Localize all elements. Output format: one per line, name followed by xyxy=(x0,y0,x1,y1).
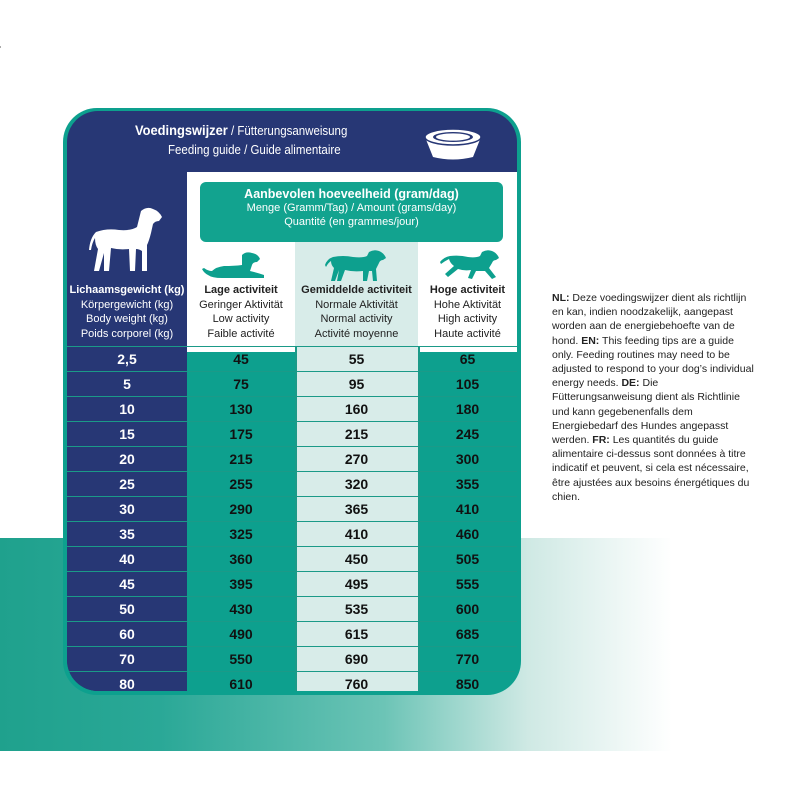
feeding-note xyxy=(552,291,757,504)
high-activity-header xyxy=(418,283,517,341)
low-amount-cell: 490 xyxy=(229,626,253,642)
high-amount-cell: 410 xyxy=(455,501,480,517)
weight-header-fr: Poids corporel (kg) xyxy=(80,327,174,340)
weight-cell: 10 xyxy=(67,397,187,422)
edge-mark xyxy=(0,46,1,48)
table-row xyxy=(67,571,517,596)
feeding-guide-card xyxy=(67,111,517,691)
note-en-label: EN: xyxy=(581,334,600,347)
high-amount-cell: 850 xyxy=(455,676,480,691)
normal-amount-cell: 160 xyxy=(344,401,369,417)
low-amount-cell: 610 xyxy=(229,676,253,691)
high-amount-cell: 105 xyxy=(455,376,480,392)
column-divider xyxy=(295,346,297,691)
high-amount-cell: 505 xyxy=(455,551,480,567)
high-header-en: High activity xyxy=(437,313,498,325)
high-amount-cell: 685 xyxy=(455,626,480,642)
weight-cell: 40 xyxy=(67,547,187,572)
amount-banner-line1: Aanbevolen hoeveelheid (gram/dag) xyxy=(244,187,459,201)
weight-cell: 60 xyxy=(67,622,187,647)
weight-cell: 50 xyxy=(67,597,187,622)
table-row xyxy=(67,371,517,396)
normal-amount-cell: 760 xyxy=(344,676,369,691)
high-amount-cell: 245 xyxy=(455,426,480,442)
low-amount-cell: 395 xyxy=(229,576,253,592)
table-row xyxy=(67,471,517,496)
column-divider xyxy=(418,346,420,691)
normal-header-en: Normal activity xyxy=(320,313,393,325)
low-amount-cell: 45 xyxy=(233,351,249,367)
normal-amount-cell: 690 xyxy=(344,651,369,667)
high-amount-cell: 65 xyxy=(459,351,476,367)
amount-banner xyxy=(200,182,503,242)
table-row xyxy=(67,621,517,646)
amount-banner-line2: Menge (Gramm/Tag) / Amount (grams/day) xyxy=(246,202,457,214)
weight-cell: 80 xyxy=(67,672,187,691)
weight-cell: 5 xyxy=(67,372,187,397)
high-header-fr: Haute activité xyxy=(434,327,501,340)
low-amount-cell: 550 xyxy=(229,651,253,667)
high-amount-cell: 300 xyxy=(455,451,480,467)
note-nl-text: Deze voedingswijzer dient als richtlijn en kan, indien noodzakelijk, aangepast worden aan de energiebehoefte van de hond. xyxy=(552,292,747,347)
low-header-nl: Lage activiteit xyxy=(204,284,278,296)
note-fr-text: Les quantités du guide alimentaire ci-dessus sont données à titre indicatif et peuvent, si cela est nécessaire, être ajustées aux besoins énergétiques du chien. xyxy=(552,434,750,503)
weight-cell: 25 xyxy=(67,472,187,497)
weight-cell: 30 xyxy=(67,497,187,522)
high-amount-cell: 555 xyxy=(455,576,480,592)
note-en-text: This feeding tips are a guide only. Feeding routines may need to be adjusted to respond to your dog’s individual energy needs. xyxy=(552,334,754,390)
food-bowl-icon xyxy=(421,123,485,163)
high-header-de: Hohe Aktivität xyxy=(433,298,502,311)
normal-amount-cell: 615 xyxy=(344,626,369,642)
table-row xyxy=(67,596,517,621)
guide-title xyxy=(135,122,347,138)
high-amount-cell: 355 xyxy=(455,476,480,492)
normal-amount-cell: 535 xyxy=(344,601,369,617)
walking-dog-icon xyxy=(325,249,387,283)
guide-title-sub: / Fütterungsanweisung xyxy=(227,124,348,138)
weight-cell: 70 xyxy=(67,647,187,672)
table-row xyxy=(67,421,517,446)
table-row xyxy=(67,671,517,691)
low-amount-cell: 255 xyxy=(229,476,253,492)
weight-column-header xyxy=(67,283,187,341)
normal-activity-header xyxy=(295,283,418,341)
weight-cell: 35 xyxy=(67,522,187,547)
table-row xyxy=(67,396,517,421)
table-row xyxy=(67,346,517,371)
weight-header-nl: Lichaamsgewicht (kg) xyxy=(69,284,185,296)
low-amount-cell: 430 xyxy=(229,601,253,617)
low-activity-header xyxy=(187,283,295,341)
normal-header-de: Normale Aktivität xyxy=(315,298,398,311)
low-header-de: Geringer Aktivität xyxy=(199,298,283,311)
low-amount-cell: 75 xyxy=(233,376,249,392)
table-row xyxy=(67,521,517,546)
weight-cell: 45 xyxy=(67,572,187,597)
low-amount-cell: 215 xyxy=(229,451,253,467)
low-amount-cell: 290 xyxy=(229,501,253,517)
note-nl-label: NL: xyxy=(552,292,570,304)
normal-amount-cell: 270 xyxy=(344,451,369,467)
table-row xyxy=(67,496,517,521)
low-amount-cell: 175 xyxy=(229,426,253,442)
normal-amount-cell: 365 xyxy=(344,501,369,517)
low-amount-cell: 130 xyxy=(229,401,253,417)
normal-header-fr: Activité moyenne xyxy=(314,327,399,340)
low-header-fr: Faible activité xyxy=(207,327,275,340)
normal-amount-cell: 495 xyxy=(344,576,369,592)
high-amount-cell: 770 xyxy=(455,651,480,667)
table-row xyxy=(67,646,517,671)
low-amount-cell: 325 xyxy=(229,526,253,542)
high-amount-cell: 600 xyxy=(455,601,480,617)
low-header-en: Low activity xyxy=(212,313,270,325)
normal-amount-cell: 320 xyxy=(344,476,369,492)
weight-cell: 20 xyxy=(67,447,187,472)
guide-title-main: Voedingswijzer xyxy=(135,122,228,138)
normal-header-nl: Gemiddelde activiteit xyxy=(301,284,412,296)
note-de-label: DE: xyxy=(621,377,640,390)
weight-header-en: Body weight (kg) xyxy=(86,313,168,325)
high-amount-cell: 180 xyxy=(455,401,480,417)
table-row xyxy=(67,546,517,571)
amount-banner-line3: Quantité (en grammes/jour) xyxy=(284,216,419,228)
normal-amount-cell: 215 xyxy=(344,426,369,442)
normal-amount-cell: 55 xyxy=(348,351,365,367)
weight-header-de: Körpergewicht (kg) xyxy=(80,298,174,311)
running-dog-icon xyxy=(440,249,500,281)
high-header-nl: Hoge activiteit xyxy=(429,284,506,296)
guide-subtitle: Feeding guide / Guide alimentaire xyxy=(168,143,341,157)
normal-amount-cell: 410 xyxy=(344,526,369,542)
resting-dog-icon xyxy=(202,251,266,281)
note-de-text: Die Fütterungsanweisung dient als Richtlinie und kann gegebenenfalls dem Energiebedarf des Hundes angepasst werden. xyxy=(552,377,740,447)
feeding-table xyxy=(67,346,517,691)
weight-cell: 2,5 xyxy=(67,347,187,372)
high-amount-cell: 460 xyxy=(455,526,480,542)
weight-cell: 15 xyxy=(67,422,187,447)
large-dog-icon xyxy=(89,205,165,277)
normal-amount-cell: 95 xyxy=(348,376,365,392)
low-amount-cell: 360 xyxy=(229,551,253,567)
normal-amount-cell: 450 xyxy=(344,551,369,567)
table-row xyxy=(67,446,517,471)
note-fr-label: FR: xyxy=(592,434,610,447)
